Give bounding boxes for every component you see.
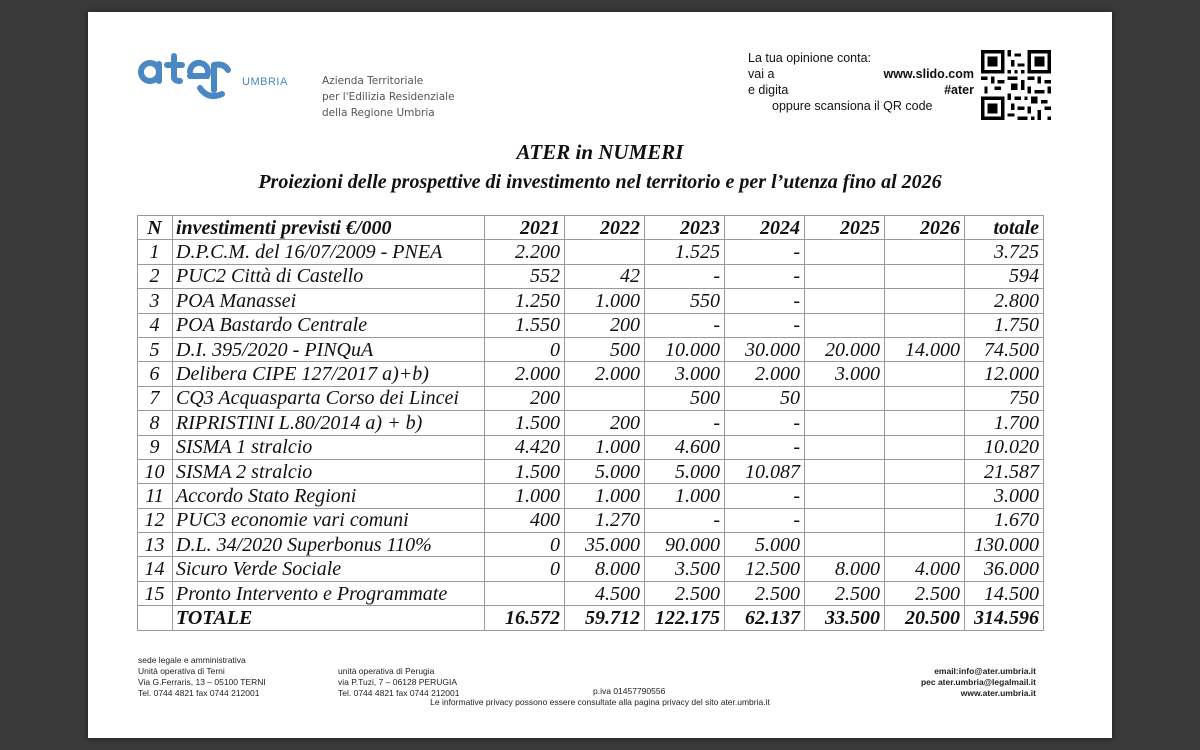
value-cell: 750 — [965, 386, 1044, 410]
investments-table — [137, 215, 1044, 631]
table-row — [138, 411, 1044, 435]
value-cell: 3.000 — [805, 362, 885, 386]
row-number-cell: 10 — [138, 459, 173, 483]
row-number-cell: 12 — [138, 508, 173, 532]
value-cell: 10.020 — [965, 435, 1044, 459]
value-cell: 14.500 — [965, 581, 1044, 605]
header-cell: totale — [965, 216, 1044, 240]
value-cell — [565, 240, 645, 264]
investment-name-cell: D.I. 395/2020 - PINQuA — [173, 337, 485, 361]
qr-code-icon[interactable] — [981, 50, 1051, 120]
value-cell: 1.270 — [565, 508, 645, 532]
value-cell: - — [645, 508, 725, 532]
value-cell: 21.587 — [965, 459, 1044, 483]
value-cell — [565, 386, 645, 410]
page-subtitle: Proiezioni delle prospettive di investimento nel territorio e per l’utenza fino al 2026 — [258, 171, 942, 193]
value-cell: - — [725, 411, 805, 435]
value-cell: 1.525 — [645, 240, 725, 264]
value-cell: 2.800 — [965, 289, 1044, 313]
value-cell: 130.000 — [965, 533, 1044, 557]
value-cell — [885, 264, 965, 288]
value-cell: 36.000 — [965, 557, 1044, 581]
value-cell — [805, 386, 885, 410]
header-cell: 2023 — [645, 216, 725, 240]
value-cell: - — [725, 264, 805, 288]
value-cell: 0 — [485, 557, 565, 581]
value-cell: 552 — [485, 264, 565, 288]
ater-logo-mark — [136, 50, 246, 120]
value-cell — [885, 533, 965, 557]
value-cell: 1.750 — [965, 313, 1044, 337]
investment-name-cell: POA Manassei — [173, 289, 485, 313]
value-cell: 3.500 — [645, 557, 725, 581]
value-cell: 1.000 — [565, 435, 645, 459]
value-cell: 2.000 — [725, 362, 805, 386]
value-cell — [885, 240, 965, 264]
table-header-row — [138, 216, 1044, 240]
investment-name-cell: Accordo Stato Regioni — [173, 484, 485, 508]
value-cell: 8.000 — [805, 557, 885, 581]
value-cell: 2.200 — [485, 240, 565, 264]
value-cell — [805, 264, 885, 288]
table-row — [138, 581, 1044, 605]
investment-name-cell: D.L. 34/2020 Superbonus 110% — [173, 533, 485, 557]
value-cell: 3.000 — [645, 362, 725, 386]
table-row — [138, 484, 1044, 508]
investment-name-cell: PUC2 Città di Castello — [173, 264, 485, 288]
total-value-cell: 314.596 — [965, 606, 1044, 630]
value-cell — [805, 533, 885, 557]
value-cell: 10.087 — [725, 459, 805, 483]
investment-name-cell: SISMA 2 stralcio — [173, 459, 485, 483]
table-row — [138, 533, 1044, 557]
header-cell: investimenti previsti €/000 — [173, 216, 485, 240]
value-cell — [885, 435, 965, 459]
value-cell — [885, 313, 965, 337]
value-cell: 30.000 — [725, 337, 805, 361]
value-cell: 200 — [565, 313, 645, 337]
investment-name-cell: SISMA 1 stralcio — [173, 435, 485, 459]
footer-vat-number: p.iva 01457790556 — [593, 686, 666, 696]
investment-name-cell: POA Bastardo Centrale — [173, 313, 485, 337]
value-cell — [805, 508, 885, 532]
total-value-cell — [138, 606, 173, 630]
footer-legal-address — [138, 655, 266, 699]
agency-name — [322, 73, 455, 121]
value-cell: 594 — [965, 264, 1044, 288]
header-cell: 2025 — [805, 216, 885, 240]
header-cell: 2022 — [565, 216, 645, 240]
investment-name-cell: PUC3 economie vari comuni — [173, 508, 485, 532]
footer-email-link[interactable]: email:info@ater.umbria.it — [934, 666, 1036, 676]
value-cell: - — [725, 313, 805, 337]
value-cell: 1.000 — [645, 484, 725, 508]
footer-line: unità operativa di Perugia — [338, 666, 435, 676]
value-cell — [805, 313, 885, 337]
row-number-cell: 6 — [138, 362, 173, 386]
footer-line: sede legale e amministrativa — [138, 655, 246, 665]
value-cell — [805, 435, 885, 459]
value-cell: 0 — [485, 533, 565, 557]
footer-line: Unità operativa di Terni — [138, 666, 225, 676]
row-number-cell: 14 — [138, 557, 173, 581]
value-cell: - — [645, 313, 725, 337]
row-number-cell: 3 — [138, 289, 173, 313]
footer-pec-link[interactable]: pec ater.umbria@legalmail.it — [920, 677, 1036, 687]
row-number-cell: 2 — [138, 264, 173, 288]
value-cell: 2.000 — [565, 362, 645, 386]
value-cell: 4.000 — [885, 557, 965, 581]
table-row — [138, 459, 1044, 483]
value-cell: - — [725, 435, 805, 459]
value-cell: 10.000 — [645, 337, 725, 361]
value-cell: 20.000 — [805, 337, 885, 361]
value-cell — [885, 484, 965, 508]
row-number-cell: 1 — [138, 240, 173, 264]
ater-logo — [136, 50, 296, 120]
value-cell: 200 — [565, 411, 645, 435]
slido-digita-label: e digita — [748, 83, 789, 97]
value-cell: 90.000 — [645, 533, 725, 557]
value-cell — [805, 240, 885, 264]
value-cell: 1.500 — [485, 459, 565, 483]
value-cell: - — [725, 484, 805, 508]
value-cell: 1.550 — [485, 313, 565, 337]
value-cell: 2.500 — [645, 581, 725, 605]
slido-hashtag: #ater — [944, 83, 974, 97]
value-cell — [885, 411, 965, 435]
row-number-cell: 5 — [138, 337, 173, 361]
header-cell: N — [138, 216, 173, 240]
total-value-cell: 33.500 — [805, 606, 885, 630]
value-cell — [885, 362, 965, 386]
table-row — [138, 313, 1044, 337]
value-cell: 5.000 — [565, 459, 645, 483]
value-cell: 0 — [485, 337, 565, 361]
value-cell: 35.000 — [565, 533, 645, 557]
investment-name-cell: CQ3 Acquasparta Corso dei Lincei — [173, 386, 485, 410]
row-number-cell: 11 — [138, 484, 173, 508]
value-cell: 550 — [645, 289, 725, 313]
value-cell: 1.250 — [485, 289, 565, 313]
total-value-cell: 62.137 — [725, 606, 805, 630]
value-cell: 2.500 — [805, 581, 885, 605]
footer-contacts — [921, 666, 1036, 699]
table-row — [138, 386, 1044, 410]
slido-vai-label: vai a — [748, 67, 775, 81]
total-value-cell: 20.500 — [885, 606, 965, 630]
value-cell: 50 — [725, 386, 805, 410]
row-number-cell: 7 — [138, 386, 173, 410]
table-row — [138, 508, 1044, 532]
header-cell: 2024 — [725, 216, 805, 240]
investment-name-cell: Delibera CIPE 127/2017 a)+b) — [173, 362, 485, 386]
footer-website-link[interactable]: www.ater.umbria.it — [960, 688, 1036, 698]
value-cell: 1.000 — [565, 484, 645, 508]
value-cell: 200 — [485, 386, 565, 410]
logo-region-label: UMBRIA — [242, 76, 288, 88]
value-cell — [885, 386, 965, 410]
value-cell: 500 — [645, 386, 725, 410]
investment-name-cell: Sicuro Verde Sociale — [173, 557, 485, 581]
row-number-cell: 9 — [138, 435, 173, 459]
table-row — [138, 240, 1044, 264]
investment-name-cell: D.P.C.M. del 16/07/2009 - PNEA — [173, 240, 485, 264]
value-cell: 3.725 — [965, 240, 1044, 264]
footer-line: Tel. 0744 4821 fax 0744 212001 — [138, 688, 260, 698]
footer-perugia-address — [338, 666, 459, 699]
row-number-cell: 13 — [138, 533, 173, 557]
value-cell: 1.000 — [485, 484, 565, 508]
value-cell: 500 — [565, 337, 645, 361]
value-cell: 1.000 — [565, 289, 645, 313]
agency-line: per l'Edilizia Residenziale — [322, 91, 455, 103]
header-cell: 2021 — [485, 216, 565, 240]
table-row — [138, 337, 1044, 361]
value-cell — [805, 289, 885, 313]
value-cell: 4.420 — [485, 435, 565, 459]
table-row — [138, 557, 1044, 581]
row-number-cell: 8 — [138, 411, 173, 435]
value-cell: 42 — [565, 264, 645, 288]
page-title: ATER in NUMERI — [516, 140, 684, 164]
value-cell: - — [645, 411, 725, 435]
table-row — [138, 435, 1044, 459]
slido-url-link[interactable]: www.slido.com — [883, 67, 974, 81]
row-number-cell: 4 — [138, 313, 173, 337]
document-page — [88, 12, 1112, 738]
footer-line: Via G.Ferraris, 13 – 05100 TERNI — [138, 677, 266, 687]
value-cell: 2.500 — [885, 581, 965, 605]
slido-info — [748, 50, 974, 114]
value-cell — [805, 459, 885, 483]
value-cell: - — [645, 264, 725, 288]
value-cell: 2.500 — [725, 581, 805, 605]
table-body — [138, 240, 1044, 630]
total-value-cell: 16.572 — [485, 606, 565, 630]
value-cell: 2.000 — [485, 362, 565, 386]
slido-line1: La tua opinione conta: — [748, 51, 872, 65]
value-cell: - — [725, 508, 805, 532]
value-cell: 8.000 — [565, 557, 645, 581]
value-cell: 12.000 — [965, 362, 1044, 386]
value-cell — [805, 484, 885, 508]
row-number-cell: 15 — [138, 581, 173, 605]
value-cell: 1.500 — [485, 411, 565, 435]
value-cell — [485, 581, 565, 605]
footer-privacy-note: Le informative privacy possono essere consultate alla pagina privacy del sito ater.umbria.it — [430, 697, 770, 707]
value-cell: 1.700 — [965, 411, 1044, 435]
total-value-cell: 59.712 — [565, 606, 645, 630]
investment-name-cell: RIPRISTINI L.80/2014 a) + b) — [173, 411, 485, 435]
table-row — [138, 362, 1044, 386]
value-cell: 3.000 — [965, 484, 1044, 508]
footer-line: Tel. 0744 4821 fax 0744 212001 — [338, 688, 460, 698]
header-cell: 2026 — [885, 216, 965, 240]
value-cell — [885, 289, 965, 313]
value-cell: - — [725, 240, 805, 264]
value-cell: 74.500 — [965, 337, 1044, 361]
table-row — [138, 289, 1044, 313]
value-cell: 12.500 — [725, 557, 805, 581]
footer-line: via P.Tuzi, 7 – 06128 PERUGIA — [338, 677, 458, 687]
value-cell — [885, 459, 965, 483]
value-cell: 4.500 — [565, 581, 645, 605]
value-cell — [805, 411, 885, 435]
value-cell: 5.000 — [725, 533, 805, 557]
value-cell: - — [725, 289, 805, 313]
value-cell: 5.000 — [645, 459, 725, 483]
agency-line: Azienda Territoriale — [322, 75, 424, 87]
slido-scan-text: oppure scansiona il QR code — [772, 99, 933, 113]
value-cell: 400 — [485, 508, 565, 532]
value-cell: 14.000 — [885, 337, 965, 361]
value-cell: 4.600 — [645, 435, 725, 459]
total-label-cell: TOTALE — [173, 606, 485, 630]
total-value-cell: 122.175 — [645, 606, 725, 630]
table-total-row — [138, 606, 1044, 630]
investment-name-cell: Pronto Intervento e Programmate — [173, 581, 485, 605]
value-cell: 1.670 — [965, 508, 1044, 532]
table-row — [138, 264, 1044, 288]
agency-line: della Regione Umbria — [322, 107, 435, 119]
value-cell — [885, 508, 965, 532]
